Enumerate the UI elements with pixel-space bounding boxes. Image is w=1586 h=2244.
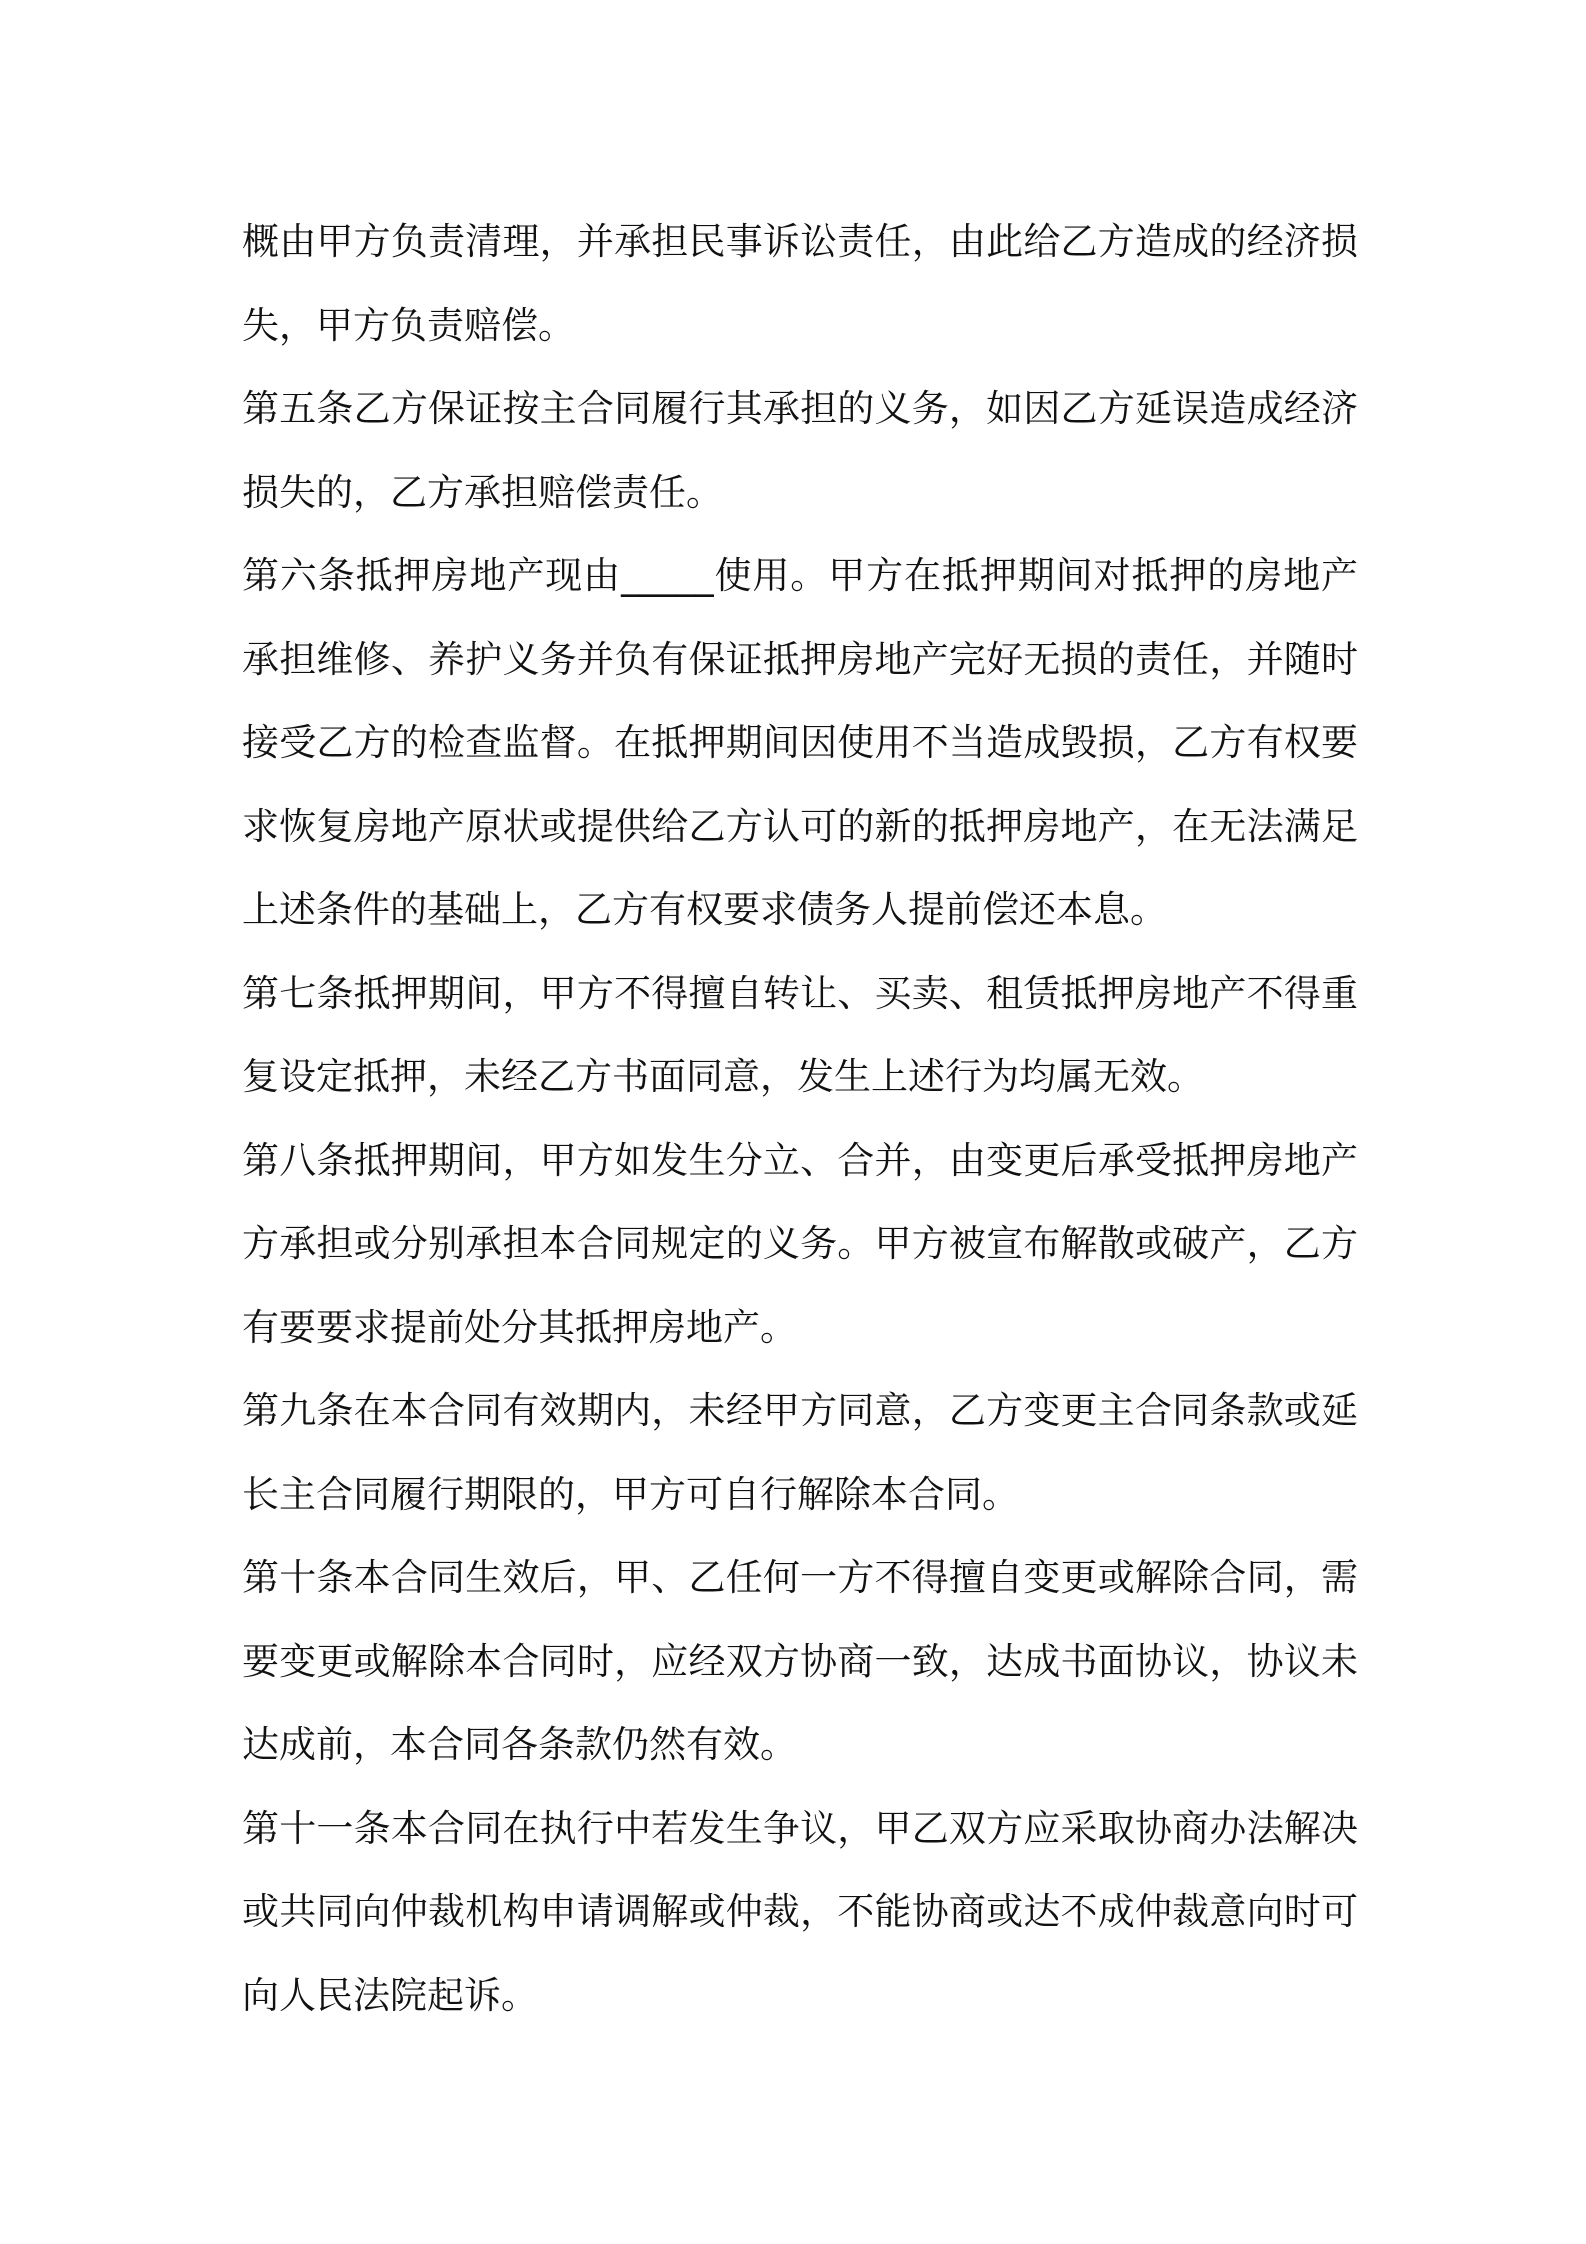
paragraph-article-7: 第七条抵押期间，甲方不得擅自转让、买卖、租赁抵押房地产不得重复设定抵押，未经乙方书面同意，发生上述行为均属无效。: [242, 971, 1358, 1098]
paragraph-article-11: 第十一条本合同在执行中若发生争议，甲乙双方应采取协商办法解决或共同向仲裁机构申请调解或仲裁，不能协商或达不成仲裁意向时可向人民法院起诉。: [242, 1806, 1358, 2017]
document-body: [242, 200, 1358, 2037]
paragraph-article-6: 第六条抵押房地产现由_____使用。甲方在抵押期间对抵押的房地产承担维修、养护义务并负有保证抵押房地产完好无损的责任，并随时接受乙方的检查监督。在抵押期间因使用不当造成毁损，乙方有权要求恢复房地产原状或提供给乙方认可的新的抵押房地产，在无法满足上述条件的基础上，乙方有权要求债务人提前偿还本息。: [242, 554, 1358, 931]
paragraph-article-10: 第十条本合同生效后，甲、乙任何一方不得擅自变更或解除合同，需要变更或解除本合同时，应经双方协商一致，达成书面协议，协议未达成前，本合同各条款仍然有效。: [242, 1556, 1358, 1766]
paragraph-liability-continuation: 概由甲方负责清理，并承担民事诉讼责任，由此给乙方造成的经济损失，甲方负责赔偿。: [242, 220, 1358, 347]
paragraph-article-5: 第五条乙方保证按主合同履行其承担的义务，如因乙方延误造成经济损失的，乙方承担赔偿责任。: [242, 387, 1358, 514]
paragraph-article-8: 第八条抵押期间，甲方如发生分立、合并，由变更后承受抵押房地产方承担或分别承担本合同规定的义务。甲方被宣布解散或破产，乙方有要要求提前处分其抵押房地产。: [242, 1138, 1358, 1349]
paragraph-article-9: 第九条在本合同有效期内，未经甲方同意，乙方变更主合同条款或延长主合同履行期限的，甲方可自行解除本合同。: [242, 1389, 1358, 1516]
